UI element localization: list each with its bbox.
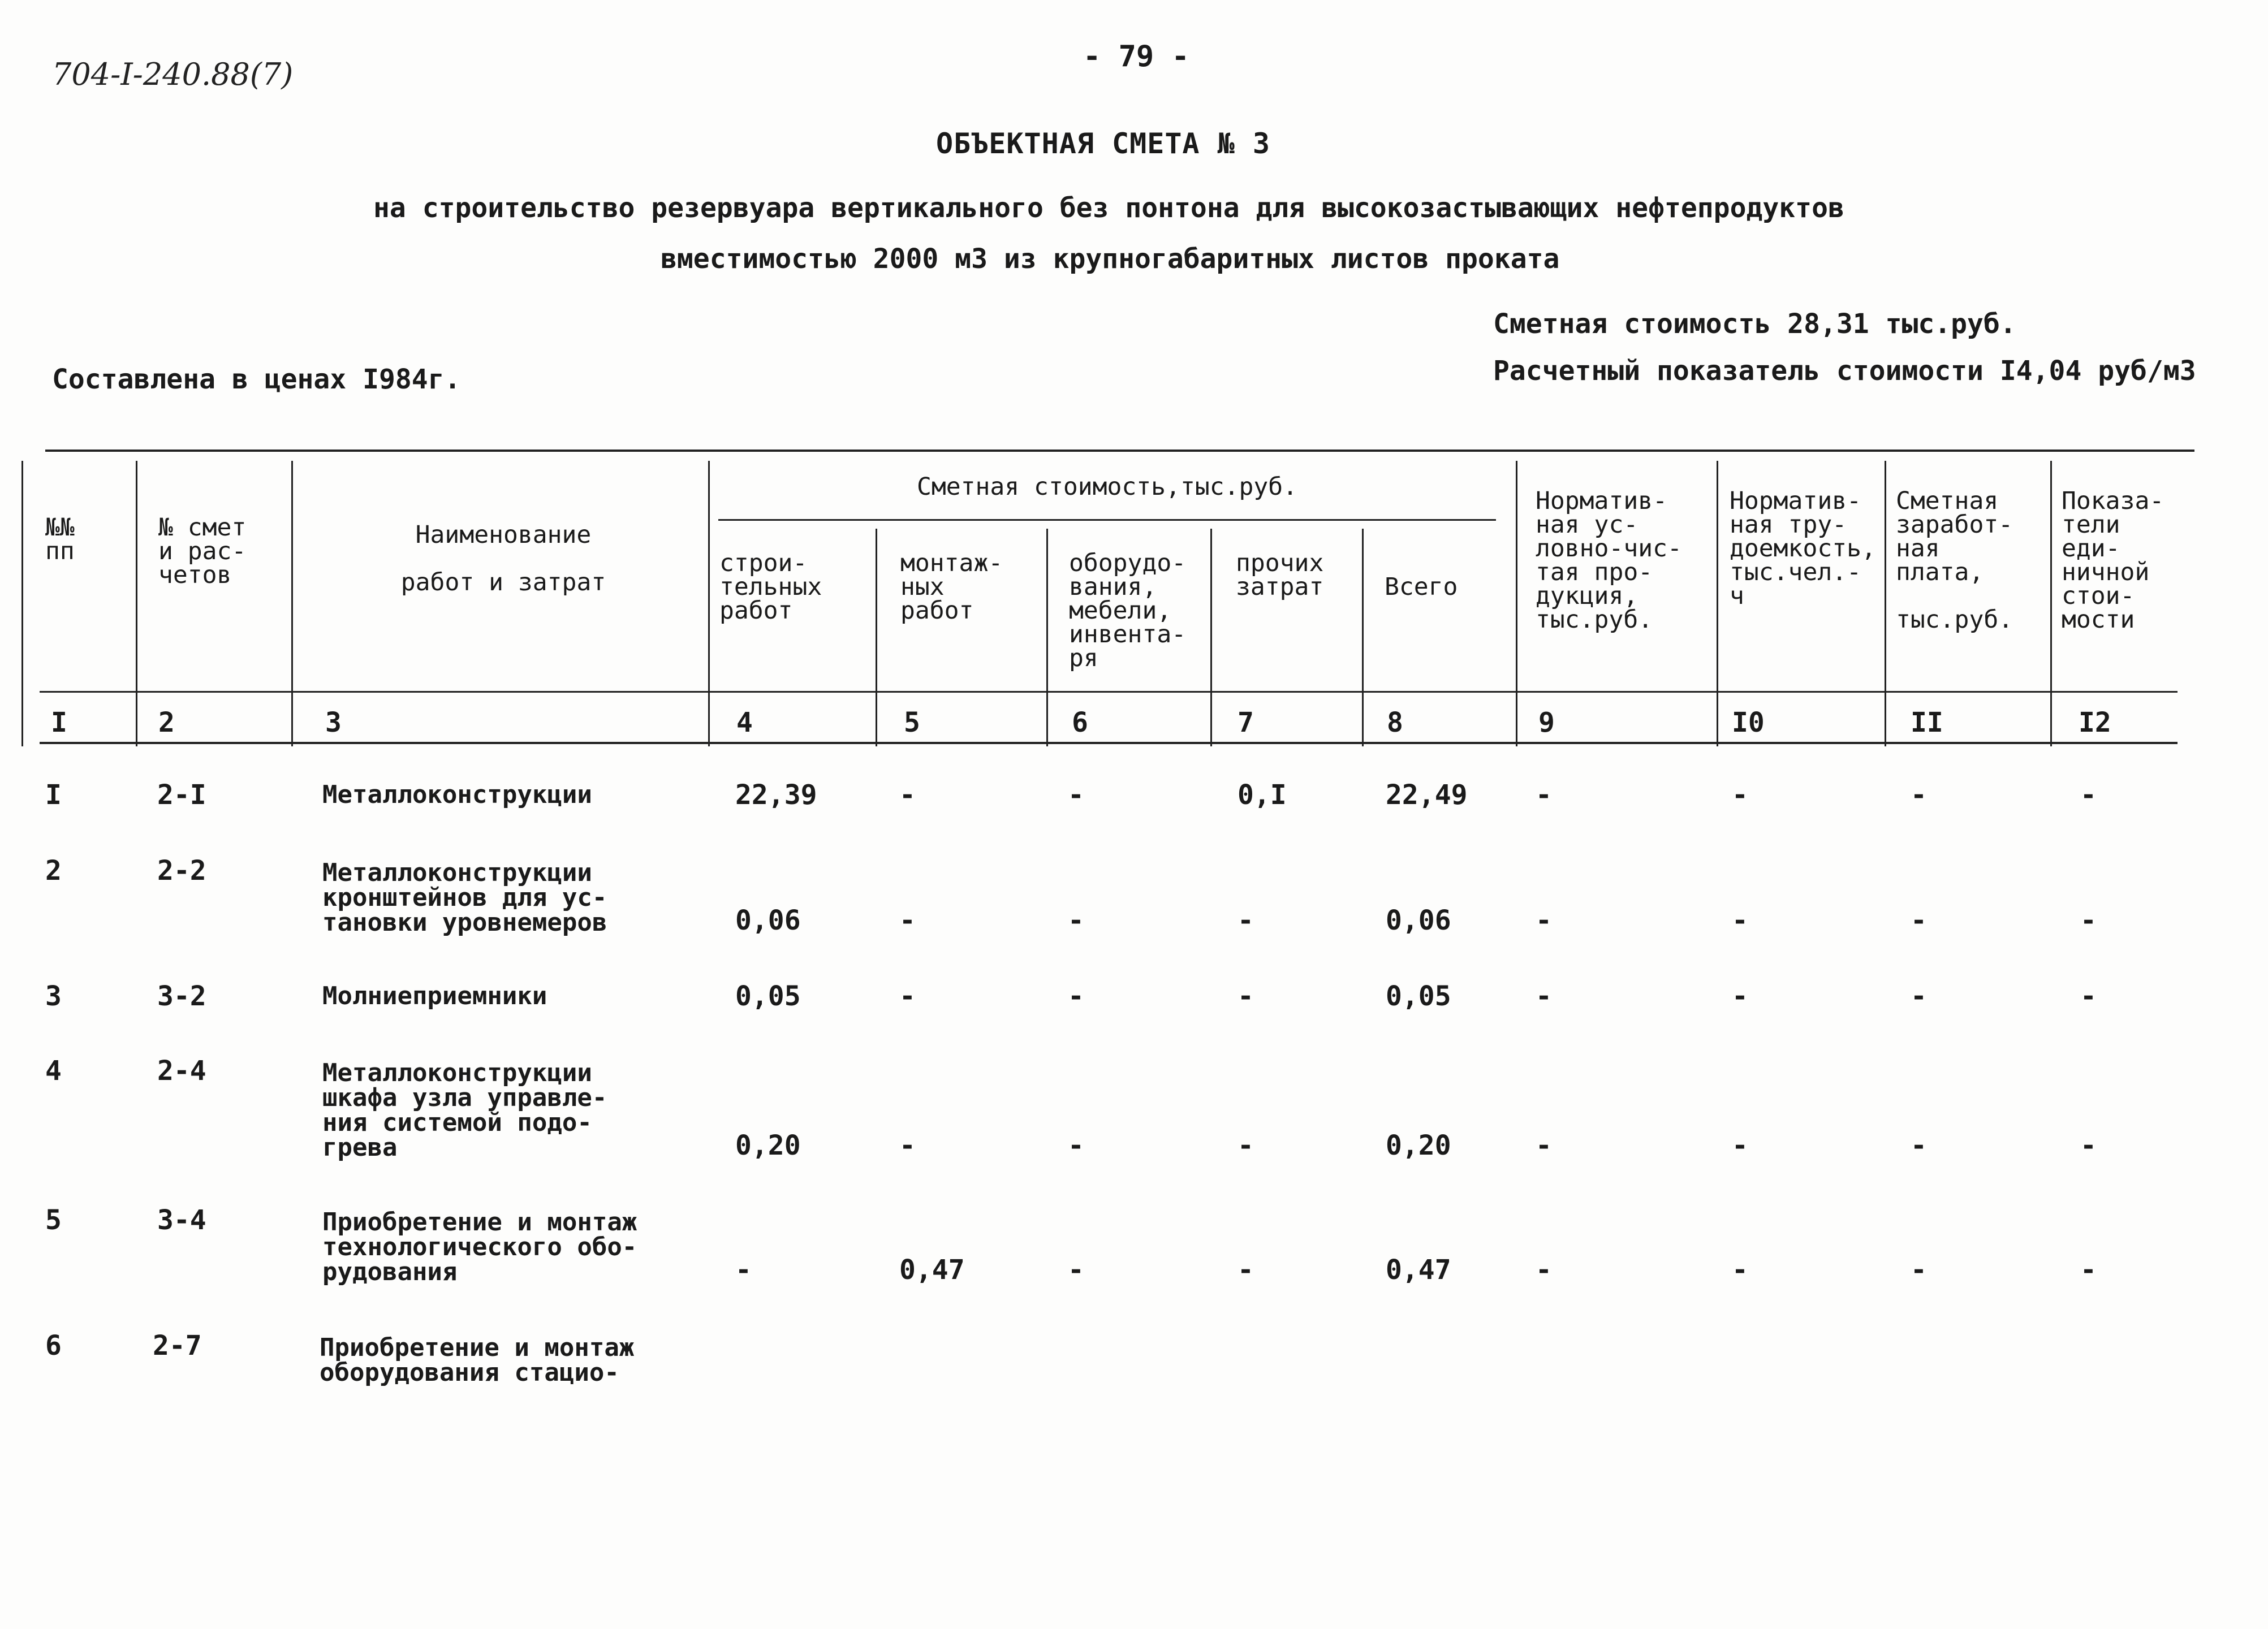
column-number: I2 <box>2079 707 2111 738</box>
header-wages: Сметная заработ- ная плата, тыс.руб. <box>1896 487 2013 634</box>
document-title: ОБЪЕКТНАЯ СМЕТА № 3 <box>936 127 1270 160</box>
header-bottom-rule <box>40 691 2178 693</box>
row-work-name: Приобретение и монтаж технологического обо- рудования <box>322 1208 637 1286</box>
row-number: I <box>45 779 62 811</box>
header-unit-cost-indicators: Показа- тели еди- ничной стои- мости <box>2062 487 2164 634</box>
row-labor-intensity: - <box>1732 1130 1748 1161</box>
row-construction-cost: 0,06 <box>735 905 801 936</box>
header-net-production: Норматив- ная ус- ловно-чис- тая про- дукция, тыс.руб. <box>1536 487 1682 634</box>
column-number: 3 <box>325 707 342 738</box>
column-divider <box>1516 461 1517 746</box>
row-total: 0,47 <box>1386 1254 1451 1286</box>
row-wages: - <box>1911 1254 1927 1286</box>
row-work-name: Молниеприемники <box>322 982 547 1010</box>
column-divider <box>1717 461 1718 746</box>
row-unit-cost: - <box>2080 1130 2097 1161</box>
row-equipment-cost: - <box>1068 1130 1084 1161</box>
prices-note: Составлена в ценах I984г. <box>52 364 461 395</box>
column-divider <box>708 461 710 746</box>
column-divider <box>291 461 293 746</box>
row-installation-cost: 0,47 <box>899 1254 965 1286</box>
row-work-name: Приобретение и монтаж оборудования стацио- <box>320 1333 635 1387</box>
column-number: I0 <box>1732 707 1765 738</box>
document-code: 704-I-240.88(7) <box>52 57 294 92</box>
row-total: 0,06 <box>1386 905 1451 936</box>
row-equipment-cost: - <box>1068 1254 1084 1286</box>
header-estimate-number: № смет и рас- четов <box>158 513 247 589</box>
column-number: 4 <box>736 707 753 738</box>
column-number: 6 <box>1072 707 1088 738</box>
row-labor-intensity: - <box>1732 905 1748 936</box>
column-number: I <box>51 707 67 738</box>
row-equipment-cost: - <box>1068 779 1084 811</box>
column-number: 7 <box>1238 707 1254 738</box>
row-equipment-cost: - <box>1068 980 1084 1012</box>
row-labor-intensity: - <box>1732 779 1748 811</box>
column-number: 9 <box>1538 707 1555 738</box>
row-other-costs: - <box>1238 980 1254 1012</box>
column-divider <box>876 529 877 746</box>
row-number: 4 <box>45 1055 62 1087</box>
row-total: 0,05 <box>1386 980 1451 1012</box>
column-divider <box>1885 461 1886 746</box>
column-number: II <box>1911 707 1943 738</box>
row-net-production: - <box>1536 779 1552 811</box>
row-estimate-ref: 2-2 <box>157 855 206 887</box>
cost-indicator: Расчетный показатель стоимости I4,04 руб/м3 <box>1493 355 2196 387</box>
row-wages: - <box>1911 980 1927 1012</box>
subtitle-line-1: на строительство резервуара вертикального без понтона для высокозастывающих нефтепродуктов <box>373 192 1844 224</box>
header-equipment: оборудо- вания, мебели, инвента- ря <box>1069 549 1187 672</box>
row-estimate-ref: 3-2 <box>157 980 206 1012</box>
row-unit-cost: - <box>2080 905 2097 936</box>
header-total: Всего <box>1385 573 1458 601</box>
row-estimate-ref: 2-7 <box>153 1330 202 1362</box>
row-labor-intensity: - <box>1732 980 1748 1012</box>
row-labor-intensity: - <box>1732 1254 1748 1286</box>
page-number: - 79 - <box>1083 40 1189 74</box>
subtitle-line-2: вместимостью 2000 м3 из крупногабаритных листов проката <box>661 243 1560 275</box>
header-work-name: Наименование работ и затрат <box>400 521 606 597</box>
row-net-production: - <box>1536 1254 1552 1286</box>
row-construction-cost: 0,20 <box>735 1130 801 1161</box>
row-installation-cost: - <box>899 1130 916 1161</box>
column-divider <box>1046 529 1048 746</box>
row-installation-cost: - <box>899 980 916 1012</box>
row-net-production: - <box>1536 980 1552 1012</box>
row-net-production: - <box>1536 1130 1552 1161</box>
column-divider <box>21 461 23 746</box>
row-wages: - <box>1911 779 1927 811</box>
header-labor-intensity: Норматив- ная тру- доемкость, тыс.чел.- ч <box>1730 487 1876 610</box>
header-construction-works: строи- тельных работ <box>719 549 822 625</box>
row-installation-cost: - <box>899 779 916 811</box>
row-total: 0,20 <box>1386 1130 1451 1161</box>
row-number: 2 <box>45 855 62 887</box>
row-wages: - <box>1911 1130 1927 1161</box>
table-top-rule <box>45 450 2194 452</box>
header-cost-group: Сметная стоимость,тыс.руб. <box>916 473 1298 501</box>
row-construction-cost: - <box>735 1254 752 1286</box>
column-divider <box>2050 461 2052 746</box>
row-net-production: - <box>1536 905 1552 936</box>
row-estimate-ref: 2-I <box>157 779 206 811</box>
row-work-name: Металлоконструкции <box>322 780 592 809</box>
row-other-costs: - <box>1238 1254 1254 1286</box>
row-other-costs: 0,I <box>1238 779 1287 811</box>
estimated-cost: Сметная стоимость 28,31 тыс.руб. <box>1493 308 2016 340</box>
column-numbers-rule <box>40 742 2178 744</box>
column-number: 8 <box>1387 707 1403 738</box>
header-installation-works: монтаж- ных работ <box>900 549 1003 625</box>
row-equipment-cost: - <box>1068 905 1084 936</box>
header-row-number: №№ пп <box>45 513 75 565</box>
row-unit-cost: - <box>2080 779 2097 811</box>
row-installation-cost: - <box>899 905 916 936</box>
row-construction-cost: 22,39 <box>735 779 817 811</box>
row-other-costs: - <box>1238 905 1254 936</box>
row-estimate-ref: 2-4 <box>157 1055 206 1087</box>
row-unit-cost: - <box>2080 1254 2097 1286</box>
column-divider <box>1210 529 1212 746</box>
row-estimate-ref: 3-4 <box>157 1204 206 1236</box>
row-wages: - <box>1911 905 1927 936</box>
column-number: 2 <box>158 707 175 738</box>
column-divider <box>1362 529 1364 746</box>
row-number: 6 <box>45 1330 62 1362</box>
row-work-name: Металлоконструкции кронштейнов для ус- тановки уровнемеров <box>322 858 607 937</box>
row-unit-cost: - <box>2080 980 2097 1012</box>
row-construction-cost: 0,05 <box>735 980 801 1012</box>
column-number: 5 <box>904 707 920 738</box>
row-number: 5 <box>45 1204 62 1236</box>
row-work-name: Металлоконструкции шкафа узла управле- ния системой подо- грева <box>322 1058 607 1162</box>
row-other-costs: - <box>1238 1130 1254 1161</box>
header-other-costs: прочих затрат <box>1236 549 1324 601</box>
row-number: 3 <box>45 980 62 1012</box>
group-header-rule <box>718 519 1496 521</box>
row-total: 22,49 <box>1386 779 1468 811</box>
column-divider <box>136 461 137 746</box>
